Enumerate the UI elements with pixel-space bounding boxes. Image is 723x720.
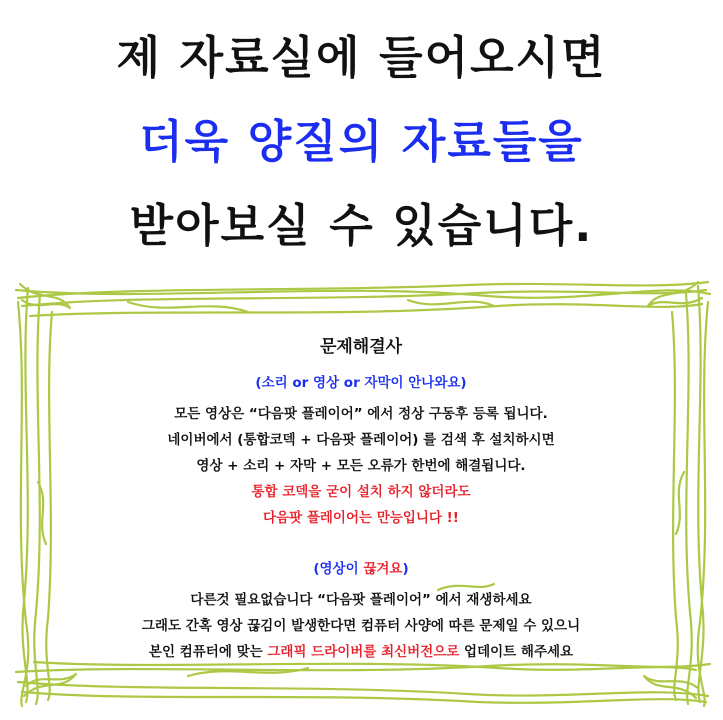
section-gap — [48, 531, 674, 557]
headline-block — [0, 16, 723, 268]
section1-line-4: 통합 코덱을 굳이 설치 하지 않더라도 — [251, 484, 471, 500]
section2-heading-suffix: ) — [402, 561, 409, 577]
section1-line-3: 영상 + 소리 + 자막 + 모든 오류가 한번에 해결됩니다. — [196, 458, 526, 474]
section2-heading — [48, 557, 674, 577]
section2-line-2: 그래도 간혹 영상 끊김이 발생한다면 컴퓨터 사양에 따른 문제일 수 있으니 — [141, 618, 581, 634]
headline-line-2: 더욱 양질의 자료들을 — [139, 115, 584, 168]
section2-line-1: 다른것 필요없습니다 “다음팟 플레이어” 에서 재생하세요 — [190, 592, 532, 608]
headline-line-1: 제 자료실에 들어오시면 — [116, 31, 607, 84]
section2-last-part3: 업데이트 해주세요 — [459, 644, 574, 660]
section1-line-2: 네이버에서 (통합코덱 + 다음팟 플레이어) 를 검색 후 설치하시면 — [167, 432, 555, 448]
section1-line-5: 다음팟 플레이어는 만능입니다 !! — [263, 510, 459, 526]
section2-line-3 — [48, 639, 674, 665]
note-content — [48, 332, 674, 665]
note-title: 문제해결사 — [319, 337, 403, 357]
section2-heading-accent: 끊겨요 — [363, 561, 403, 577]
section1-heading: (소리 or 영상 or 자막이 안나와요) — [255, 375, 467, 391]
headline-line-3: 받아보실 수 있습니다. — [129, 199, 594, 252]
section2-heading-prefix: (영상이 — [313, 561, 364, 577]
sketch-frame — [8, 272, 714, 708]
section1-line-1: 모든 영상은 “다음팟 플레이어” 에서 정상 구동후 등록 됩니다. — [174, 406, 548, 422]
section2-last-part2: 그래픽 드라이버를 최신버전으로 — [267, 644, 460, 660]
section2-last-part1: 본인 컴퓨터에 맞는 — [148, 644, 268, 660]
